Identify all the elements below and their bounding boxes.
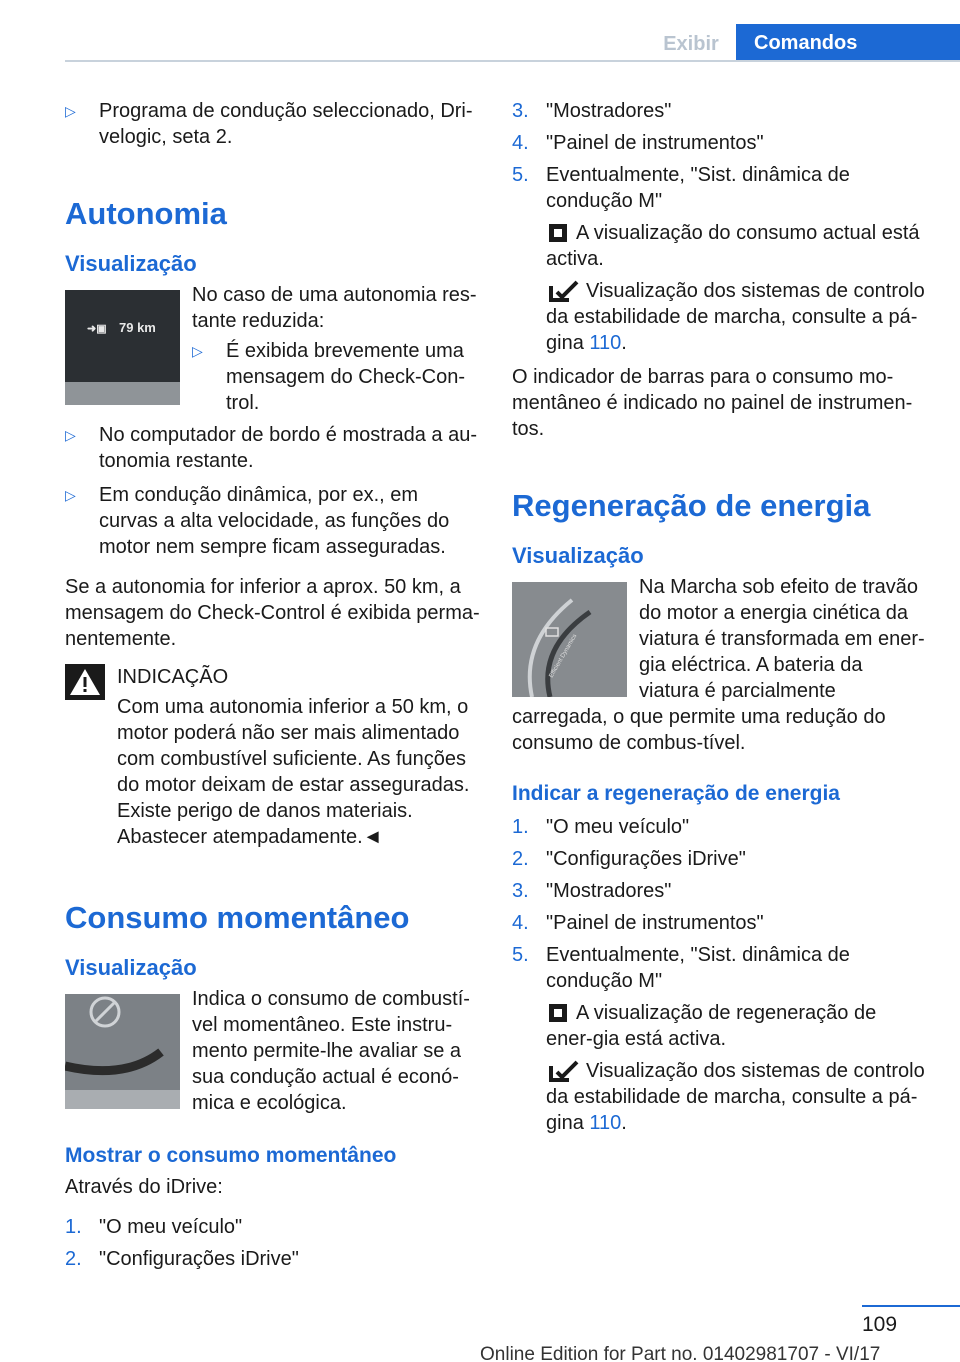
stability-control-icon [549,1060,579,1082]
display-mode-icon [549,1004,567,1022]
step-item [512,814,927,840]
right-column [512,98,927,1136]
triangle-bullet-icon: ▷ [65,487,76,503]
step-number: 2. [65,1248,82,1270]
tab-comandos[interactable]: Comandos [736,24,960,62]
page-link[interactable]: 110 [589,332,622,354]
step-text: "Configurações iDrive" [546,848,746,870]
step-item [512,846,927,872]
warning-text: Com uma autonomia inferior a 50 km, o motor poderá não ser mais alimentado com combustível suficiente. As funções do motor deixam de estar asseguradas. Existe perigo de danos materiais. Abastecer atempadamente.◄ [117,696,470,848]
step-number: 3. [512,880,529,902]
punctuation: . [621,332,627,354]
step-number: 5. [512,164,529,186]
step-text: "Configurações iDrive" [99,1248,299,1270]
step-item [65,1214,480,1240]
step-number: 2. [512,848,529,870]
sub-note [546,1058,927,1136]
sub-note [546,220,927,272]
step-text: "Mostradores" [546,100,672,122]
warning-icon [65,664,105,700]
heading-indicar: Indicar a regeneração de energia [512,782,840,805]
step-number: 3. [512,100,529,122]
display-mode-icon [549,224,567,242]
sub-note-text: Visualização dos sistemas de controlo da estabilidade de marcha, consulte a pá‐gina [546,1060,925,1134]
sub-note [546,278,927,356]
stability-control-icon [549,280,579,302]
heading-mostrar: Mostrar o consumo momentâneo [65,1144,397,1167]
sub-note [546,1000,927,1052]
tab-exibir[interactable]: Exibir [663,33,719,55]
indicar-steps [512,814,927,994]
heading-visualizacao: Visualização [65,251,197,276]
triangle-bullet-icon: ▷ [65,103,76,119]
range-display-image [65,290,180,405]
step-item [512,162,927,214]
consumo-block [65,986,480,1116]
sub-note-text: Visualização dos sistemas de controlo da estabilidade de marcha, consulte a pá‐gina [546,280,925,354]
step-text: "O meu veículo" [546,816,690,838]
page-number: 109 [862,1313,898,1336]
step-text: Eventualmente, "Sist. dinâmica de condução M" [546,944,850,992]
autonomia-paragraph: Se a autonomia for inferior a aprox. 50 km, a mensagem do Check-Control é exibida perma‐nentemente. [65,576,480,650]
mostrar-intro: Através do iDrive: [65,1176,223,1198]
triangle-bullet-icon: ▷ [192,343,203,359]
step-item [512,910,927,936]
page-link[interactable]: 110 [589,1112,622,1134]
mostrar-steps [65,1214,480,1272]
bar-paragraph: O indicador de barras para o consumo mo‐mentâneo é indicado no painel de instrumen‐tos. [512,366,913,440]
footer-divider [862,1305,960,1307]
svg-text:Efficient Dynamics: Efficient Dynamics [548,633,579,679]
step-item [512,130,927,156]
heading-visualizacao-regeneracao: Visualização [512,543,644,568]
step-item [512,942,927,994]
list-item-text: É exibida brevemente uma mensagem do Check-Con‐trol. [226,340,465,414]
step-number: 1. [65,1216,82,1238]
step-text: "Mostradores" [546,880,672,902]
list-item [65,422,480,474]
heading-autonomia: Autonomia [65,196,227,231]
list-item-text: No computador de bordo é mostrada a au‐tonomia restante. [99,424,477,472]
heading-visualizacao-consumo: Visualização [65,955,197,980]
autonomia-block [65,282,480,416]
step-number: 1. [512,816,529,838]
autonomia-intro: No caso de uma autonomia res‐tante reduzida: [192,284,477,332]
heading-consumo: Consumo momentâneo [65,900,410,935]
regeneration-gauge-image [512,582,627,697]
svg-text:➜▣: ➜▣ [87,323,107,335]
warning-title: INDICAÇÃO [117,666,229,688]
regen-paragraph: Na Marcha sob efeito de travão do motor a energia cinética da viatura é transformada em ener‐gia eléctrica. A bateria da viatura é parcialmente carregada, o que permite uma redução do consumo de combus‐tível. [512,576,925,754]
left-column [65,98,480,1272]
step-item [512,98,927,124]
list-item [65,482,480,560]
consumo-paragraph: Indica o consumo de combustí‐vel momentâneo. Este instru‐mento permite-lhe avaliar se a sua condução actual é econó‐mica e ecológica. [192,988,470,1114]
list-item-text: Em condução dinâmica, por ex., em curvas a alta velocidade, as funções do motor nem sempre ficam asseguradas. [99,484,450,558]
warning-block [65,664,480,850]
regen-block [512,574,927,756]
list-item [192,338,480,416]
edition-note: Online Edition for Part no. 01402981707 - VI/17 [480,1344,881,1362]
step-text: "O meu veículo" [99,1216,243,1238]
heading-regeneracao: Regeneração de energia [512,488,871,523]
list-item [65,98,480,150]
sub-note-text: A visualização de regeneração de ener‐gia está activa. [546,1002,877,1050]
svg-text:79 km: 79 km [119,320,156,335]
list-item-text: Programa de condução seleccionado, Dri‐velogic, seta 2. [99,100,473,148]
sub-note-text: A visualização do consumo actual está activa. [546,222,920,270]
punctuation: . [621,1112,627,1134]
triangle-bullet-icon: ▷ [65,427,76,443]
header-divider [65,60,960,62]
step-item [512,878,927,904]
step-number: 5. [512,944,529,966]
step-item [65,1246,480,1272]
step-text: Eventualmente, "Sist. dinâmica de condução M" [546,164,850,212]
consumption-gauge-image [65,994,180,1109]
step-text: "Painel de instrumentos" [546,912,764,934]
step-text: "Painel de instrumentos" [546,132,764,154]
step-number: 4. [512,132,529,154]
step-number: 4. [512,912,529,934]
